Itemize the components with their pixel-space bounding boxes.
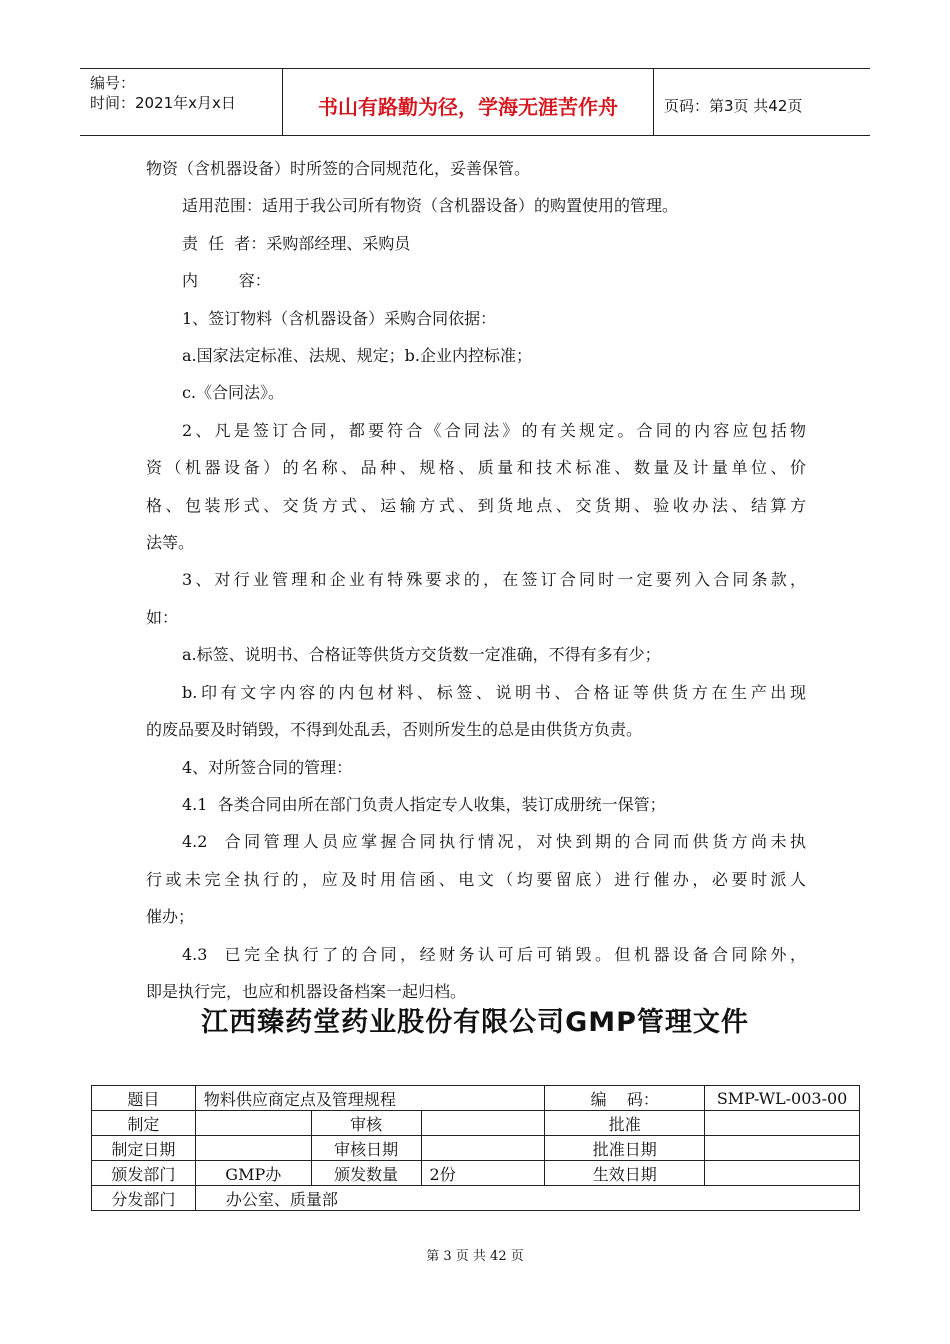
document-info-table [91, 1085, 860, 1211]
body-line: 责 任 者：采购部经理、采购员 [182, 233, 411, 253]
header-page-info: 页码：第3页 共42页 [664, 96, 803, 115]
issue-qty-label: 颁发数量 [311, 1161, 421, 1186]
page-footer: 第 3 页 共 42 页 [426, 1249, 524, 1264]
approve-label: 批准 [545, 1111, 705, 1136]
body-line: 4.2 合同管理人员应掌握合同执行情况，对快到期的合同而供货方尚未执 [182, 832, 806, 852]
body-line: 的废品要及时销毁，不得到处乱丢，否则所发生的总是由供货方负责。 [146, 720, 643, 740]
code-value: SMP-WL-003-00 [705, 1086, 860, 1111]
table-row [92, 1111, 860, 1136]
review-date-label: 审核日期 [311, 1136, 421, 1161]
header-meta [80, 69, 282, 135]
body-line: 4.1 各类合同由所在部门负责人指定专人收集，装订成册统一保管； [182, 794, 666, 814]
effective-date-value [705, 1161, 860, 1186]
body-line: 行或未完全执行的，应及时用信函、电文（均要留底）进行催办，必要时派人 [146, 869, 806, 889]
issue-qty-value: 2份 [421, 1161, 545, 1186]
body-line: 即是执行完，也应和机器设备档案一起归档。 [146, 981, 467, 1001]
dist-dept-label: 分发部门 [92, 1186, 196, 1211]
body-line: 2、凡是签订合同，都要符合《合同法》的有关规定。合同的内容应包括物 [182, 420, 806, 440]
made-date-label: 制定日期 [92, 1136, 196, 1161]
page-header [80, 68, 870, 136]
body-line: 适用范围：适用于我公司所有物资（含机器设备）的购置使用的管理。 [182, 196, 679, 216]
body-line: 4、对所签合同的管理： [182, 757, 353, 777]
header-motto: 书山有路勤为径，学海无涯苦作舟 [282, 69, 654, 135]
title-label: 题目 [92, 1086, 196, 1111]
body-line: b.印有文字内容的内包材料、标签、说明书、合格证等供货方在生产出现 [182, 682, 806, 702]
title-value: 物料供应商定点及管理规程 [195, 1086, 545, 1111]
body-line: 内 容： [182, 271, 271, 291]
body-line: 3、对行业管理和企业有特殊要求的，在签订合同时一定要列入合同条款， [182, 570, 806, 590]
body-line: 催办； [146, 907, 195, 927]
code-label: 编 码： [545, 1086, 705, 1111]
body-line: 1、签订物料（含机器设备）采购合同依据： [182, 308, 497, 328]
doc-number-label: 编号： [90, 74, 136, 92]
doc-date: 时间：2021年x月x日 [90, 94, 236, 112]
made-date-value [195, 1136, 311, 1161]
approve-value [705, 1111, 860, 1136]
review-date-value [421, 1136, 545, 1161]
table-row [92, 1186, 860, 1211]
body-line: 法等。 [146, 533, 195, 553]
effective-date-label: 生效日期 [545, 1161, 705, 1186]
issue-dept-label: 颁发部门 [92, 1161, 196, 1186]
issue-dept-value: GMP办 [195, 1161, 311, 1186]
table-row [92, 1136, 860, 1161]
body-line: c.《合同法》。 [182, 383, 285, 403]
body-line: 格、包装形式、交货方式、运输方式、到货地点、交货期、验收办法、结算方 [146, 495, 806, 515]
approve-date-label: 批准日期 [545, 1136, 705, 1161]
review-label: 审核 [311, 1111, 421, 1136]
body-line: 物资（含机器设备）时所签的合同规范化，妥善保管。 [146, 159, 531, 178]
body-line: a.国家法定标准、法规、规定；b.企业内控标准； [182, 346, 532, 366]
table-row [92, 1161, 860, 1186]
dist-dept-value: 办公室、质量部 [195, 1186, 859, 1211]
body-line: a.标签、说明书、合格证等供货方交货数一定准确，不得有多有少； [182, 645, 661, 665]
review-value [421, 1111, 545, 1136]
document-body [146, 150, 806, 1010]
body-line: 如： [146, 607, 179, 627]
body-line: 4.3 已完全执行了的合同，经财务认可后可销毁。但机器设备合同除外， [182, 944, 806, 964]
table-row [92, 1086, 860, 1111]
company-title: 江西臻药堂药业股份有限公司GMP管理文件 [201, 1007, 749, 1038]
made-value [195, 1111, 311, 1136]
approve-date-value [705, 1136, 860, 1161]
body-line: 资（机器设备）的名称、品种、规格、质量和技术标准、数量及计量单位、价 [146, 458, 806, 478]
made-label: 制定 [92, 1111, 196, 1136]
